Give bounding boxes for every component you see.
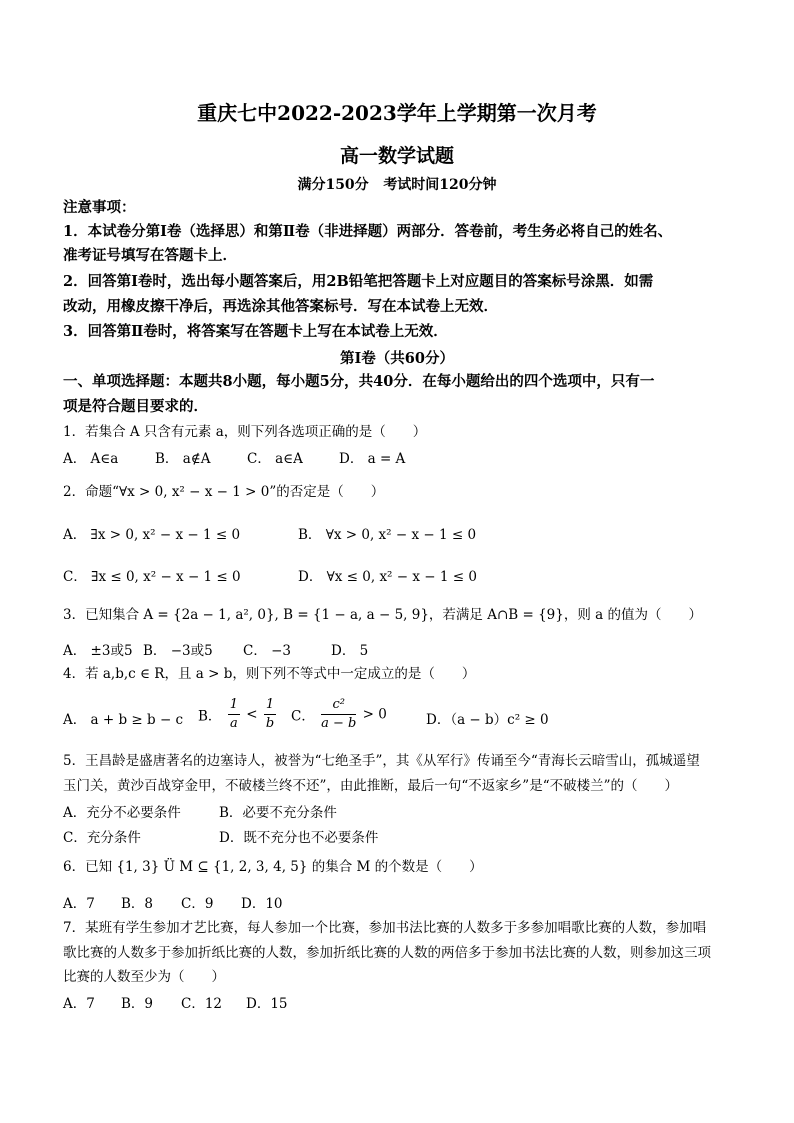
q2-option-c: C． ∃x ≤ 0, x² − x − 1 ≤ 0 [63, 569, 241, 585]
note-3: 3．回答第Ⅱ卷时，将答案写在答题卡上写在本试卷上无效． [63, 323, 448, 340]
question-3-stem: 3．已知集合 A = {2a − 1, a², 0}, B = {1 − a, a − 5, 9}，若满足 A∩B = {9}，则 a 的值为（ ） [63, 607, 702, 623]
note-2-line-2: 改动，用橡皮擦干净后，再选涂其他答案标号．写在本试卷上无效． [63, 298, 498, 315]
q3-option-c: C． −3 [243, 643, 292, 659]
q4-option-b-fraction-1 [228, 696, 240, 733]
q4-option-c-fraction [321, 696, 356, 733]
notes-heading: 注意事项： [63, 199, 136, 216]
q4-c-relation: > 0 [362, 706, 387, 723]
q4-option-c-label: C． [291, 708, 315, 725]
q1-option-d: D． a = A [339, 451, 406, 467]
q6-option-d: D．10 [241, 896, 283, 912]
q4-b-relation: < [246, 706, 258, 723]
question-4-options [63, 696, 743, 740]
note-1-line-2: 准考证号填写在答题卡上． [63, 247, 237, 264]
question-6-stem: 6．已知 {1, 3} Ü M ⊆ {1, 2, 3, 4, 5} 的集合 M 的个数是（ ） [63, 859, 483, 875]
question-1-options [63, 447, 743, 469]
q4-option-d: D．（a − b）c² ≥ 0 [426, 712, 549, 728]
section-1-desc-line-2: 项是符合题目要求的． [63, 398, 208, 415]
q3-option-b: B． −3或5 [143, 643, 213, 659]
note-1-line-1: 1．本试卷分第Ⅰ卷（选择思）和第Ⅱ卷（非进择题）两部分．答卷前，考生务必将自己的姓名、 [63, 223, 673, 240]
exam-subtitle: 高一数学试题 [339, 145, 454, 167]
q4-option-b-fraction-2 [264, 696, 276, 733]
question-5-stem-line-2: 玉门关，黄沙百战穿金甲，不破楼兰终不还”，由此推断，最后一句“不返家乡”是“不破楼兰”的（ ） [63, 778, 679, 794]
q5-option-d: D．既不充分也不必要条件 [219, 830, 379, 846]
q7-option-c: C．12 [181, 996, 223, 1012]
q4-b-denominator-1: a [229, 716, 238, 731]
question-5-options-row-2 [63, 826, 743, 848]
question-6-options [63, 892, 743, 914]
q4-c-denominator: a − b [321, 716, 357, 731]
q3-option-d: D． 5 [331, 643, 369, 659]
question-7-stem-line-1: 7．某班有学生参加才艺比赛，每人参加一个比赛，参加书法比赛的人数多于多参加唱歌比赛的人数，参加唱 [63, 920, 707, 936]
q4-c-numerator: c² [321, 696, 356, 715]
q5-option-c: C．充分条件 [63, 830, 141, 846]
question-2-stem: 2．命题“∀x > 0, x² − x − 1 > 0”的否定是（ ） [63, 484, 385, 500]
q2-option-b: B． ∀x > 0, x² − x − 1 ≤ 0 [298, 527, 477, 543]
q4-b-numerator-2: 1 [264, 696, 276, 715]
note-2-line-1: 2．回答第Ⅰ卷时，选出每小题答案后，用2B铅笔把答题卡上对应题目的答案标号涂黑．如需 [63, 273, 654, 290]
exam-title: 重庆七中2022-2023学年上学期第一次月考 [197, 101, 597, 125]
q6-option-b: B．8 [121, 896, 154, 912]
question-4-stem: 4．若 a,b,c ∈ R，且 a > b，则下列不等式中一定成立的是（ ） [63, 666, 476, 682]
q7-option-d: D．15 [246, 996, 288, 1012]
question-2-options-row-1 [63, 523, 743, 545]
q4-b-numerator-1: 1 [228, 696, 240, 715]
q2-option-d: D． ∀x ≤ 0, x² − x − 1 ≤ 0 [298, 569, 477, 585]
q4-option-a: A． a + b ≥ b − c [63, 712, 184, 728]
question-3-options [63, 639, 743, 661]
question-7-options [63, 992, 743, 1014]
q7-option-a: A．7 [63, 996, 95, 1012]
question-5-stem-line-1: 5．王昌龄是盛唐著名的边塞诗人，被誉为“七绝圣手”，其《从军行》传诵至今“青海长云暗雪山，孤城遥望 [63, 753, 700, 769]
q6-option-a: A．7 [63, 896, 95, 912]
question-2-options-row-2 [63, 565, 743, 587]
q4-b-denominator-2: b [265, 716, 275, 731]
q1-option-a: A． A∈a [63, 451, 119, 467]
question-7-stem-line-2: 歌比赛的人数多于参加折纸比赛的人数，参加折纸比赛的人数的两倍多于参加书法比赛的人数，则参加这三项 [63, 945, 711, 961]
q4-option-b [198, 696, 278, 733]
question-5-options-row-1 [63, 801, 743, 823]
time-info: 考试时间120分钟 [383, 177, 497, 193]
q3-option-a: A． ±3或5 [63, 643, 133, 659]
part-1-heading: 第Ⅰ卷（共60分） [340, 350, 454, 367]
question-7-stem-line-3: 比赛的人数至少为（ ） [63, 969, 225, 985]
section-1-desc-line-1: 一、单项选择题：本题共8小题，每小题5分，共40分．在每小题给出的四个选项中，只有一 [63, 373, 655, 390]
q7-option-b: B．9 [121, 996, 154, 1012]
q2-option-a: A． ∃x > 0, x² − x − 1 ≤ 0 [63, 527, 241, 543]
q4-option-c [291, 696, 387, 733]
q1-option-c: C． a∈A [247, 451, 303, 467]
q1-option-b: B． a∉A [155, 451, 211, 467]
q4-option-b-label: B． [198, 708, 222, 725]
q6-option-c: C．9 [181, 896, 214, 912]
q5-option-b: B．必要不充分条件 [219, 805, 337, 821]
score-info: 满分150分 [297, 177, 369, 193]
question-1-stem: 1．若集合 A 只含有元素 a，则下列各选项正确的是（ ） [63, 424, 427, 440]
exam-meta [0, 174, 794, 194]
q5-option-a: A．充分不必要条件 [63, 805, 181, 821]
